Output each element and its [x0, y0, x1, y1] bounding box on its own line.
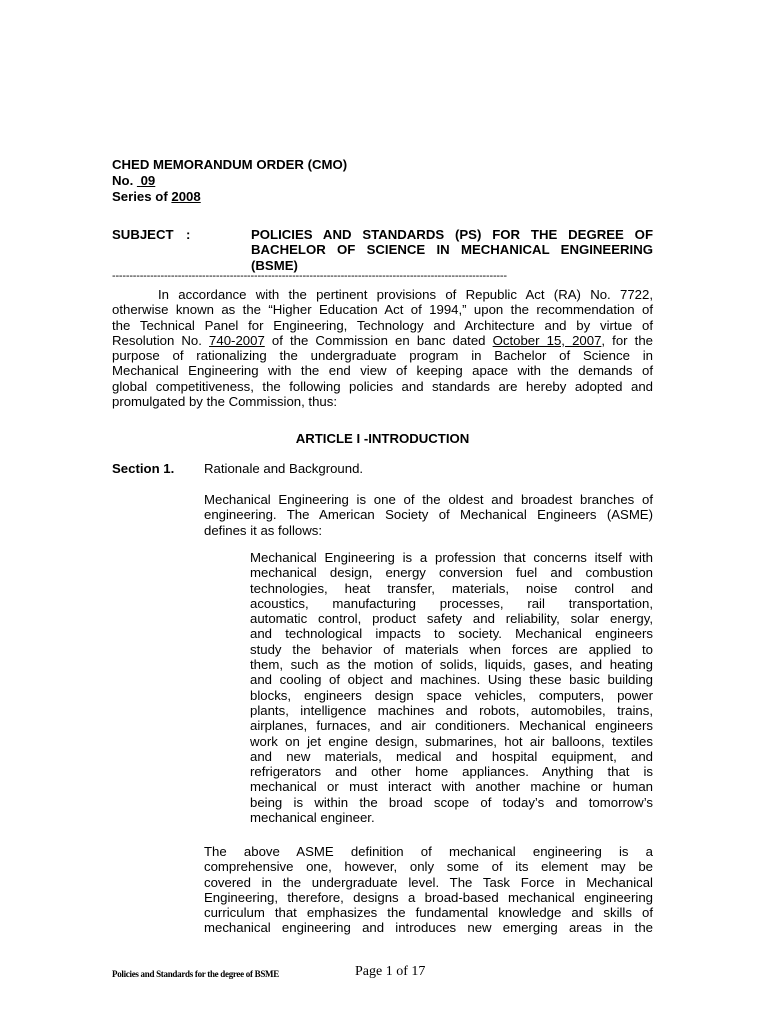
intro-paragraph [204, 492, 653, 538]
article-heading: ARTICLE I -INTRODUCTION [295, 431, 470, 446]
subject-colon: : [186, 227, 191, 242]
resolution-number: 740-2007 [209, 332, 265, 348]
intro-line: Mechanical Engineering is one of the oldest and broadest branches of [204, 492, 653, 507]
preamble-line: otherwise known as the “Higher Education Act of 1994,” upon the recommendation of [112, 302, 653, 318]
resolution-date: October 15, 2007 [492, 332, 602, 348]
closing-paragraph [204, 844, 653, 936]
section-label: Section 1. [112, 461, 175, 476]
quote-line: and cooling of object and machines. Using these basic building [250, 672, 653, 688]
footer-document-title: Policies and Standards for the degree of BSME [112, 969, 279, 979]
quote-line: them, such as the motion of solids, liquids, gases, and heating [250, 657, 653, 673]
preamble-line: In accordance with the pertinent provisions of Republic Act (RA) No. 7722, [158, 287, 653, 302]
cmo-number-value: 09 [140, 173, 156, 188]
closing-line: curriculum that emphasizes the fundamental knowledge and skills of [204, 905, 653, 921]
subject-line: BACHELOR OF SCIENCE IN MECHANICAL ENGINEERING [251, 242, 653, 258]
preamble-paragraph [112, 287, 653, 409]
cmo-number-line [112, 173, 155, 188]
quote-line: automatic control, product safety and reliability, solar energy, [250, 611, 653, 627]
quote-line: plants, intelligence machines and robots, automobiles, trains, [250, 702, 653, 718]
cmo-series-line [112, 189, 201, 204]
quote-line: mechanical or must interact with another machine or human [250, 779, 653, 795]
quote-line: work on jet engine design, submarines, hot air balloons, textiles [250, 733, 653, 749]
cmo-series-label: Series of [112, 189, 168, 204]
intro-line: engineering. The American Society of Mechanical Engineers (ASME) [204, 507, 653, 523]
preamble-line: Mechanical Engineering with the end view of keeping apace with the demands of [112, 363, 653, 379]
quote-line: technologies, heat transfer, materials, noise control and [250, 580, 653, 596]
quote-line: being is within the broad scope of today’s and tomorrow’s [250, 794, 653, 810]
quote-line: acoustics, manufacturing processes, rail transportation, [250, 595, 653, 611]
intro-line: defines it as follows: [204, 522, 323, 538]
subject-line: POLICIES AND STANDARDS (PS) FOR THE DEGREE OF [251, 227, 653, 242]
closing-line: covered in the undergraduate level. The Task Force in Mechanical [204, 874, 653, 890]
preamble-line: global competitiveness, the following policies and standards are hereby adopted and [112, 378, 653, 394]
quote-line: mechanical design, energy conversion fuel and combustion [250, 565, 653, 581]
quote-line: blocks, engineers design space vehicles, computers, power [250, 687, 653, 703]
preamble-line: promulgated by the Commission, thus: [112, 394, 338, 410]
footer-page-number: Page 1 of 17 [355, 964, 426, 979]
subject-label: SUBJECT [112, 227, 174, 242]
dashed-divider: ------------------------------------------------------------------------------------------------------------------ [112, 270, 507, 282]
cmo-series-value: 2008 [171, 189, 201, 204]
preamble-line: purpose of rationalizing the undergraduate program in Bachelor of Science in [112, 348, 653, 364]
closing-line: The above ASME definition of mechanical engineering is a [204, 844, 653, 859]
quote-line: mechanical engineer. [250, 810, 375, 826]
quote-line: and new materials, medical and hospital equipment, and [250, 748, 653, 764]
asme-definition-quote [250, 550, 653, 825]
closing-line: mechanical engineering and introduces new emerging areas in the [204, 920, 653, 936]
cmo-number-label: No. [112, 173, 134, 188]
quote-line: airplanes, furnaces, and air conditioners. Mechanical engineers [250, 718, 653, 734]
closing-line: comprehensive one, however, only some of its element may be [204, 859, 653, 875]
quote-line: study the behavior of materials when forces are applied to [250, 641, 653, 657]
quote-line: and technological impacts to society. Mechanical engineers [250, 626, 653, 642]
cmo-title: CHED MEMORANDUM ORDER (CMO) [112, 157, 348, 172]
closing-line: Engineering, therefore, designs a broad-based mechanical engineering [204, 889, 653, 905]
subject-text [251, 227, 653, 273]
preamble-line: Resolution No. 740-2007 of the Commission en banc dated October 15, 2007, for the [112, 332, 653, 348]
preamble-line: the Technical Panel for Engineering, Technology and Architecture and by virtue of [112, 317, 653, 333]
section-title: Rationale and Background. [204, 461, 364, 476]
subject-line: (BSME) [251, 257, 298, 273]
quote-line: Mechanical Engineering is a profession that concerns itself with [250, 550, 653, 565]
quote-line: refrigerators and other home appliances. Anything that is [250, 764, 653, 780]
